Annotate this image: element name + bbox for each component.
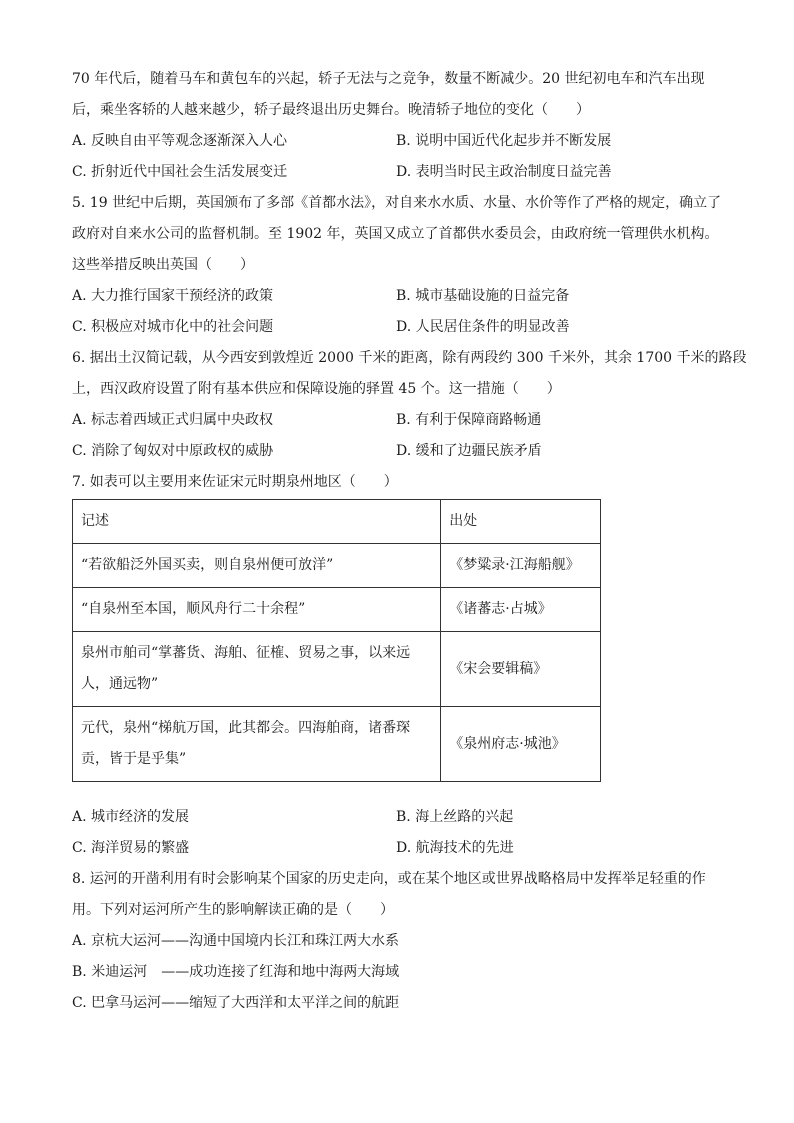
option-b: B. 海上丝路的兴起 [396, 809, 514, 825]
question-text: 后，乘坐客轿的人越来越少，轿子最终退出历史舞台。晚清轿子地位的变化（ ） [72, 102, 590, 118]
table-row [73, 588, 601, 632]
option-d: D. 人民居住条件的明显改善 [396, 319, 570, 335]
table-cell-account: 元代，泉州“梯航万国，此其都会。四海舶商，诸番琛贡，皆于是乎集” [73, 707, 441, 782]
question-text: 5. 19 世纪中后期，英国颁布了多部《首都水法》，对自来水水质、水量、水价等作了严格的规定，确立了 [72, 195, 722, 211]
option-a: A. 反映自由平等观念逐渐深入人心 [72, 133, 288, 149]
option-c: C. 折射近代中国社会生活发展变迁 [72, 164, 288, 180]
source-table [72, 499, 601, 782]
table-cell-account: 泉州市舶司“掌蕃货、海舶、征榷、贸易之事，以来远人，通远物” [73, 632, 441, 707]
option-a: A. 标志着西域正式归属中央政权 [72, 412, 274, 428]
option-a: A. 京杭大运河——沟通中国境内长江和珠江两大水系 [72, 933, 400, 949]
table-cell-source: 《宋会要辑稿》 [441, 632, 601, 707]
table-cell-source: 《诸蕃志·占城》 [441, 588, 601, 632]
question-text: 70 年代后，随着马车和黄包车的兴起，轿子无法与之竞争，数量不断减少。20 世纪初电车和汽车出现 [72, 71, 705, 87]
table-row [73, 544, 601, 588]
option-b: B. 有利于保障商路畅通 [396, 412, 542, 428]
table-row [73, 707, 601, 782]
table-cell-source: 《泉州府志·城池》 [441, 707, 601, 782]
table-cell-account: “自泉州至本国，顺风舟行二十余程” [73, 588, 441, 632]
table-header-row [73, 500, 601, 544]
question-text: 7. 如表可以主要用来佐证宋元时期泉州地区（ ） [72, 474, 398, 490]
option-a: A. 城市经济的发展 [72, 809, 190, 825]
option-c: C. 消除了匈奴对中原政权的威胁 [72, 443, 274, 459]
options-grid [72, 126, 732, 188]
table-cell-source: 《梦粱录·江海船舰》 [441, 544, 601, 588]
option-b: B. 米迪运河 ——成功连接了红海和地中海两大海域 [72, 964, 400, 980]
option-c: C. 海洋贸易的繁盛 [72, 840, 190, 856]
question-text: 这些举措反映出英国（ ） [72, 257, 254, 273]
option-c: C. 积极应对城市化中的社会问题 [72, 319, 274, 335]
question-6 [72, 343, 747, 467]
option-c: C. 巴拿马运河——缩短了大西洋和太平洋之间的航距 [72, 995, 400, 1011]
options-grid [72, 405, 732, 467]
table-row [73, 632, 601, 707]
option-b: B. 城市基础设施的日益完备 [396, 288, 570, 304]
question-7 [72, 467, 732, 864]
question-text: 8. 运河的开凿利用有时会影响某个国家的历史走向，或在某个地区或世界战略格局中发挥举足轻重的作 [72, 871, 706, 887]
table-header-account: 记述 [73, 500, 441, 544]
question-4-continued [72, 64, 732, 188]
option-d: D. 航海技术的先进 [396, 840, 514, 856]
options-grid [72, 802, 732, 864]
question-text: 上，西汉政府设置了附有基本供应和保障设施的驿置 45 个。这一措施（ ） [72, 381, 561, 397]
option-b: B. 说明中国近代化起步并不断发展 [396, 133, 612, 149]
table-cell-account: “若欲船泛外国买卖，则自泉州便可放洋” [73, 544, 441, 588]
option-d: D. 缓和了边疆民族矛盾 [396, 443, 542, 459]
question-text: 6. 据出土汉简记载，从今西安到敦煌近 2000 千米的距离，除有两段约 300 千米外，其余 1700 千米的路段 [72, 350, 747, 366]
question-5 [72, 188, 732, 343]
table-header-source: 出处 [441, 500, 601, 544]
options-grid [72, 281, 732, 343]
question-text: 政府对自来水公司的监督机制。至 1902 年，英国又成立了首都供水委员会，由政府统一管理供水机构。 [72, 226, 719, 242]
exam-page [72, 64, 747, 1019]
option-d: D. 表明当时民主政治制度日益完善 [396, 164, 612, 180]
question-text: 用。下列对运河所产生的影响解读正确的是（ ） [72, 902, 394, 918]
question-8 [72, 864, 732, 1019]
option-a: A. 大力推行国家干预经济的政策 [72, 288, 274, 304]
